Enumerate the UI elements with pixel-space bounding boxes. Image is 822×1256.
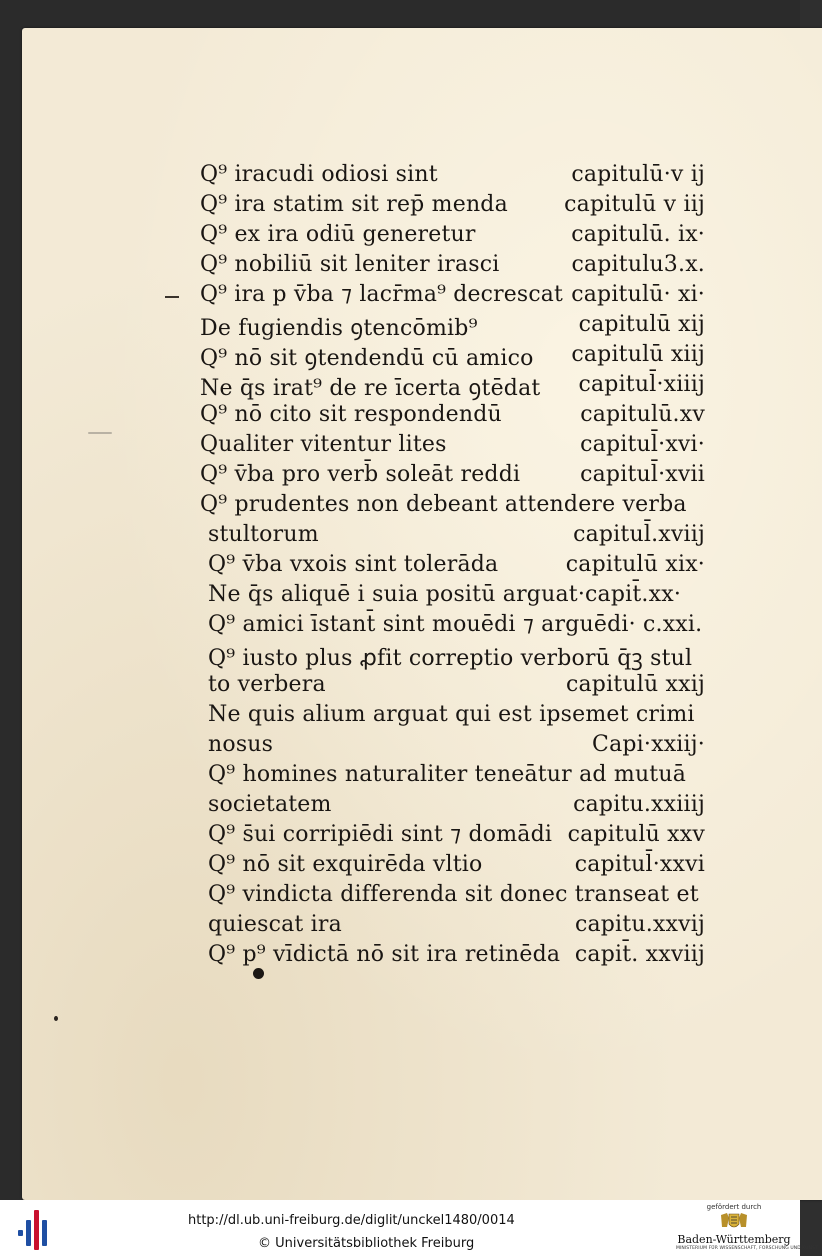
paper-scratch [88, 432, 112, 434]
toc-entry-chapter: capitulu3.x. [571, 252, 705, 277]
margin-mark [165, 296, 179, 298]
toc-entry-title: stultorum [208, 522, 319, 547]
toc-row [200, 910, 705, 940]
toc-entry-chapter: capitulū·v ij [571, 162, 705, 187]
toc-entry-title: Q⁹ homines naturaliter teneātur ad mutuā [208, 762, 687, 787]
toc-entry-title: Q⁹ nō cito sit respondendū [200, 402, 502, 427]
toc-entry-title: Q⁹ prudentes non debeant attendere verba [200, 492, 687, 517]
toc-entry-title: societatem [208, 792, 332, 817]
library-logo-icon [18, 1210, 52, 1250]
ink-speck [54, 1016, 58, 1021]
toc-entry-title: De fugiendis ꝯtencōmib⁹ [200, 316, 478, 341]
toc-entry-chapter: capit̄. xxviij [574, 942, 705, 967]
sponsor-label: gefördert durch [706, 1203, 762, 1211]
toc-entry-title: Q⁹ nobiliū sit leniter irasci [200, 252, 500, 277]
sponsor-state: Baden-Württemberg [677, 1233, 791, 1246]
toc-row [200, 880, 705, 910]
toc-entry-title: Q⁹ ira p v̄ba ⁊ lacr̄ma⁹ decrescat [200, 282, 564, 307]
toc-entry-chapter: capitu.xxvij [574, 912, 705, 937]
state-crest-icon [717, 1212, 751, 1230]
toc-row [200, 610, 705, 640]
toc-entry-chapter: capitulū xxij [565, 672, 705, 697]
toc-row [200, 670, 705, 700]
toc-row [200, 640, 705, 670]
toc-entry-chapter: capitul̄·xvi· [580, 432, 705, 457]
toc-entry-chapter: capitulū xij [578, 312, 705, 337]
toc-row [200, 940, 705, 970]
toc-row [200, 160, 705, 190]
end-bullet [253, 968, 264, 979]
toc-entry-chapter: capitul̄·xxvi [574, 852, 705, 877]
toc-entry-title: Ne q̄s aliquē i suia positū arguat·capit̄.xx· [208, 582, 682, 607]
toc-row [200, 580, 705, 610]
toc-row [200, 430, 705, 460]
toc-entry-title: Q⁹ p⁹ vīdictā nō sit ira retinēda [208, 942, 561, 967]
toc-entry-chapter: capitulū xiij [571, 342, 705, 367]
toc-entry-chapter: capitulū.xv [580, 402, 705, 427]
toc-row [200, 730, 705, 760]
toc-entry-title: Q⁹ ira statim sit rep̄ menda [200, 192, 508, 217]
toc-row [200, 190, 705, 220]
toc-entry-title: Q⁹ nō sit exquirēda vltio [208, 852, 483, 877]
toc-row [200, 700, 705, 730]
toc-entry-chapter: Capi·xxiij· [592, 732, 705, 757]
toc-row [200, 490, 705, 520]
sponsor-block [676, 1200, 818, 1256]
toc-entry-chapter: capitulū. ix· [571, 222, 705, 247]
toc-entry-chapter: capitul̄·xiiij [578, 372, 705, 397]
toc-entry-title: Q⁹ iusto plus ꝓfit correptio verborū q̄ꝫ stul [208, 646, 693, 671]
toc-row [200, 370, 705, 400]
toc-row [200, 310, 705, 340]
toc-row [200, 790, 705, 820]
toc-row [200, 250, 705, 280]
toc-entry-title: Q⁹ v̄ba vxois sint tolerāda [208, 552, 499, 577]
table-of-contents [200, 160, 705, 970]
toc-entry-chapter: capitulū xxv [567, 822, 705, 847]
toc-row [200, 550, 705, 580]
toc-entry-title: Q⁹ amici īstant̄ sint mouēdi ⁊ arguēdi· c.xxi. [208, 612, 703, 637]
toc-row [200, 820, 705, 850]
toc-row [200, 520, 705, 550]
toc-entry-chapter: capitulū v iij [564, 192, 705, 217]
toc-entry-title: quiescat ira [208, 912, 342, 937]
toc-entry-chapter: capitu.xxiiij [573, 792, 705, 817]
copyright-notice: © Universitätsbibliothek Freiburg [258, 1236, 475, 1251]
toc-entry-title: nosus [208, 732, 274, 757]
toc-entry-title: to verbera [208, 672, 326, 697]
toc-entry-chapter: capitul̄.xviij [573, 522, 705, 547]
toc-row [200, 400, 705, 430]
toc-entry-chapter: capitulū xix· [565, 552, 705, 577]
permalink-url[interactable]: http://dl.ub.uni-freiburg.de/diglit/unckel1480/0014 [188, 1213, 515, 1228]
toc-row [200, 340, 705, 370]
toc-row [200, 220, 705, 250]
toc-entry-title: Q⁹ v̄ba pro verb̄ soleāt reddi [200, 462, 521, 487]
toc-row [200, 460, 705, 490]
toc-entry-title: Ne q̄s irat⁹ de re īcerta ꝯtēdat [200, 376, 541, 401]
toc-entry-title: Q⁹ iracudi odiosi sint [200, 162, 438, 187]
toc-entry-title: Ne quis alium arguat qui est ipsemet crimi [208, 702, 695, 727]
toc-entry-title: Q⁹ vindicta differenda sit donec transeat et [208, 882, 699, 907]
toc-entry-title: Q⁹ s̄ui corripiēdi sint ⁊ domādi [208, 822, 553, 847]
toc-entry-title: Q⁹ ex ira odiū generetur [200, 222, 476, 247]
toc-entry-chapter: capitul̄·xvii [580, 462, 705, 487]
toc-entry-title: Q⁹ nō sit ꝯtendendū cū amico [200, 346, 534, 371]
sponsor-ministry: MINISTERIUM FÜR WISSENSCHAFT, FORSCHUNG UND KUNST [676, 1246, 818, 1251]
toc-row [200, 280, 705, 310]
toc-row [200, 760, 705, 790]
toc-row [200, 850, 705, 880]
toc-entry-chapter: capitulū· xi· [571, 282, 705, 307]
toc-entry-title: Qualiter vitentur lites [200, 432, 447, 457]
